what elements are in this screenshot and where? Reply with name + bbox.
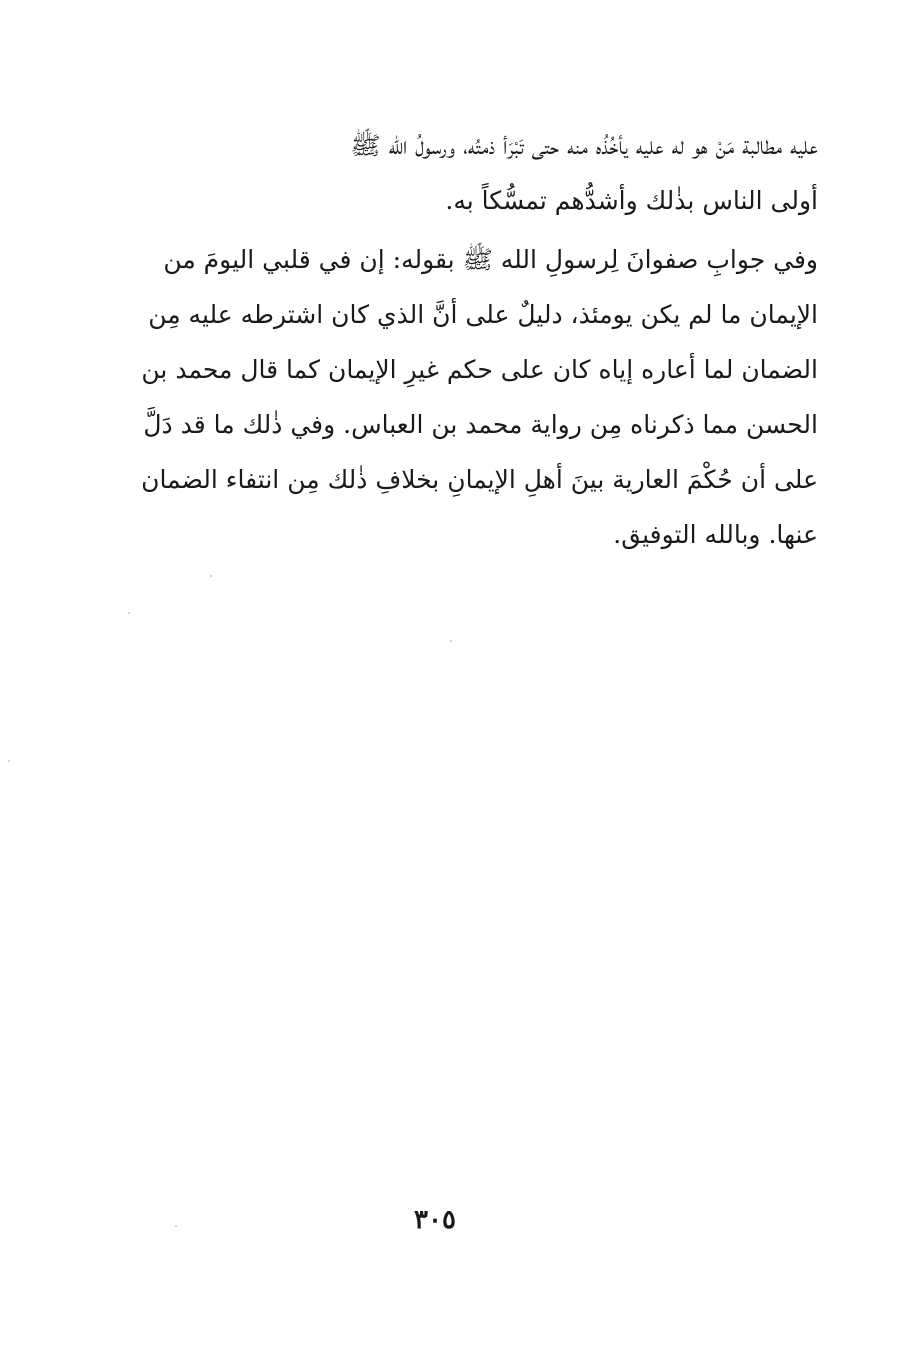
scan-speck — [175, 1225, 177, 1227]
text-line: الإيمان ما لم يكن يومئذ، دليلٌ على أنَّ الذي كان اشترطه عليه مِن — [148, 300, 818, 329]
text-line: وفي جوابِ صفوانَ لِرسولِ الله ﷺ بقوله: إن في قلبي اليومَ من — [163, 245, 818, 274]
scan-speck — [8, 760, 10, 762]
scan-speck — [210, 575, 212, 577]
text-line: على أن حُكْمَ العارية بينَ أهلِ الإيمانِ بخلافِ ذٰلك مِن انتفاء الضمان — [141, 465, 818, 494]
text-line: عليه مطالبة مَنْ هو له عليه يأخُذُه منه حتى تَبْرَأ ذمتُه، ورسولُ الله ﷺ — [350, 131, 818, 160]
text-line: الحسن مما ذكرناه مِن رواية محمد بن العباس. وفي ذٰلك ما قد دَلَّ — [143, 410, 818, 439]
scan-speck — [450, 640, 452, 642]
text-line: الضمان لما أعاره إياه كان على حكم غيرِ الإيمان كما قال محمد بن — [141, 355, 818, 384]
scan-speck — [128, 612, 130, 614]
text-line: عنها. وبالله التوفيق. — [613, 520, 818, 549]
paragraph-2 — [114, 232, 818, 562]
page-number: ٣٠٥ — [414, 1205, 456, 1235]
text-line: أولى الناس بذٰلك وأشدُّهم تمسُّكاً به. — [445, 186, 818, 215]
paragraph-1 — [114, 118, 818, 228]
